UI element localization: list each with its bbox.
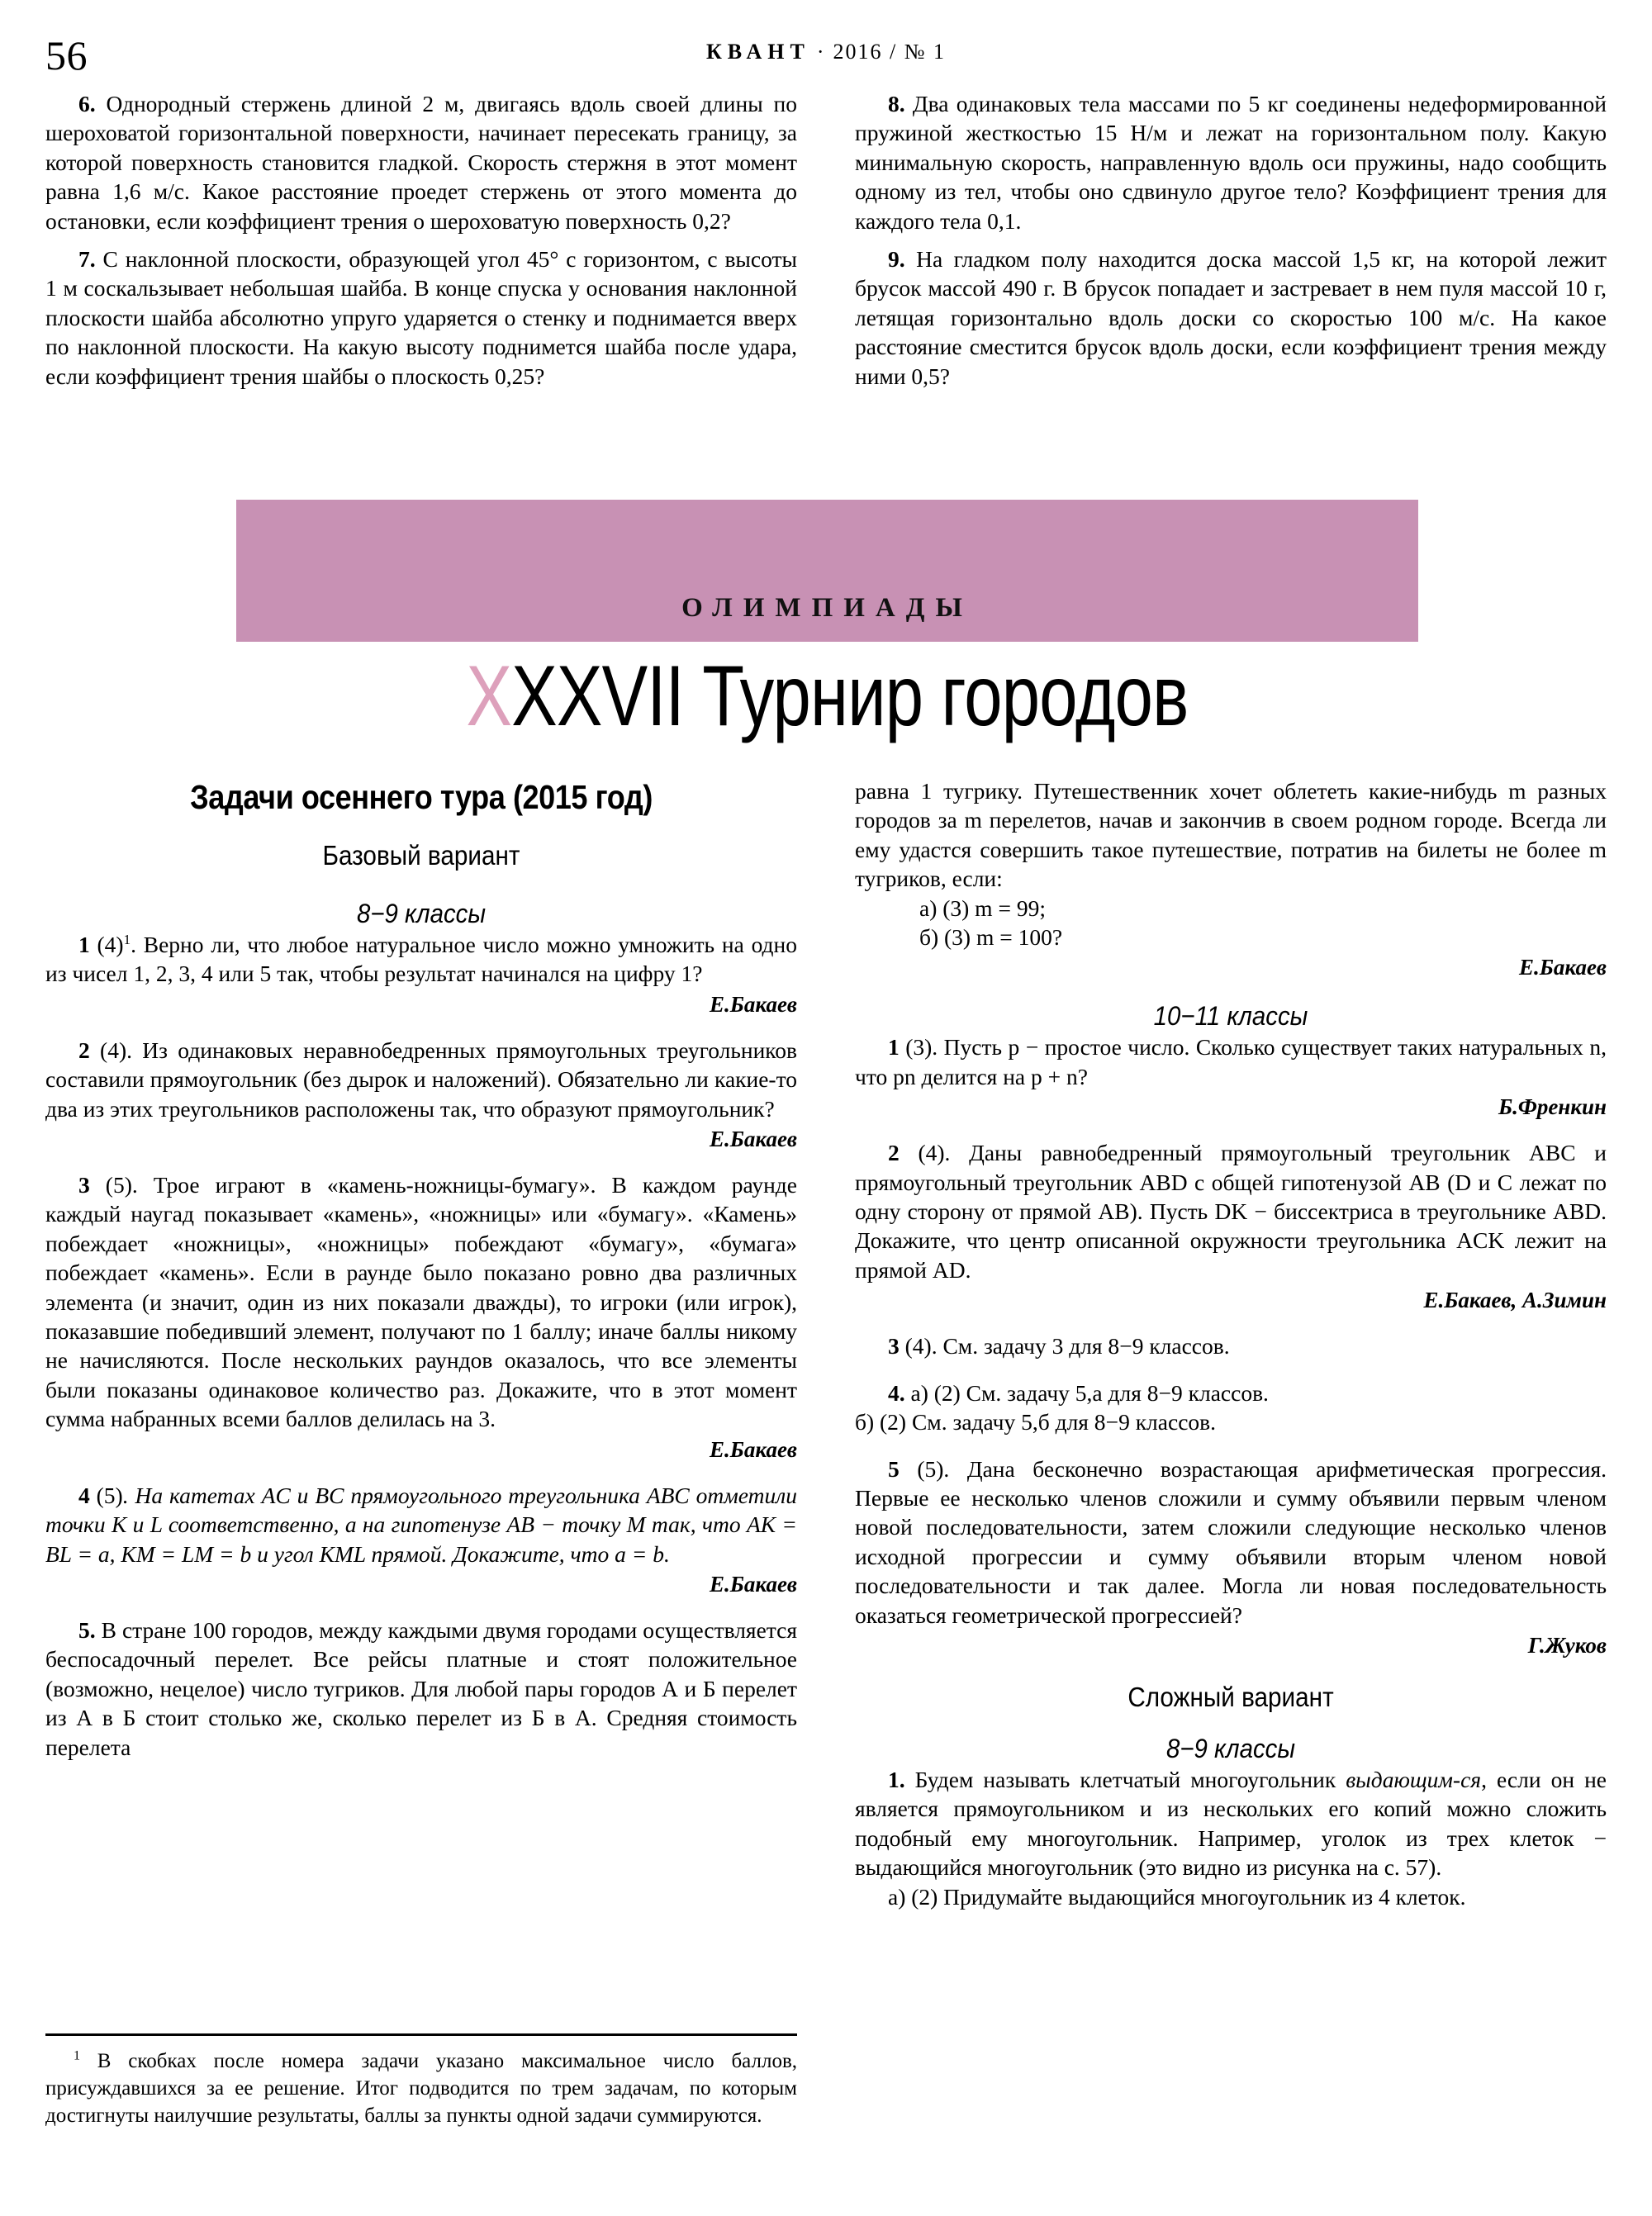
problem-text: . Дана бесконечно возрастающая арифметическая прогрессия. Первые ее несколько членов сложили и сумму объявили первым членом новой последовательности, затем сложили следующие несколько членов исходной прогрессии и сумму объявили вторым членом новой последовательности и так далее. Могла ли новая последовательность оказаться геометрической прогрессией? xyxy=(855,1455,1607,1628)
problem-text: На гладком полу находится доска массой 1,5 кг, на которой лежит брусок массой 490 г. В брусок попадает и застревает в нем пуля массой 10 г, летящая горизонтально вдоль доски со скоростью 100 м/с. На какое расстояние сместится брусок вдоль доски, если коэффициент трения между ними 0,5? xyxy=(855,246,1607,389)
problem-number: 9. xyxy=(888,246,905,273)
problem-number: 5 xyxy=(888,1455,900,1482)
olympiad-banner xyxy=(236,500,1418,642)
problem-5-continuation xyxy=(855,776,1607,894)
problem-text: . Трое играют в «камень-ножницы-бумагу». В каждом раунде каждый наугад показывает «камень», «ножницы» или «бумагу». «Камень» побеждает «ножницы», «ножницы» побеждают «бумагу», «бумага» побеждает «камень». Если в раунде было показано ровно два различных элемента (и значит, один из них показали дважды), то игроки (или игрок), показавшие победивший элемент, получают по 1 баллу; иначе баллы никому не начисляются. После нескольких раундов оказалось, что все элементы были показаны одинаковое количество раз. Докажите, что в этот момент сумма набранных всеми баллов делилась на 3. xyxy=(45,1172,797,1432)
problem-points: (4) xyxy=(899,1140,945,1166)
problem-7 xyxy=(45,244,797,391)
olympiad-problem-5 xyxy=(45,1616,797,1762)
problem-number: 6. xyxy=(78,91,96,116)
problem-points: (5) xyxy=(89,1482,123,1508)
problem-6 xyxy=(45,89,797,235)
footnote-block xyxy=(45,2033,797,2129)
problem-text: . На катетах AC и BC прямоугольного треугольника ABC отметили точки K и L соответственно, а на гипотенузе AB − точку M так, что AK = BL = a, KM = LM = b и угол KML прямой. Докажите, что a = b. xyxy=(45,1482,797,1567)
olympiad-left-column xyxy=(45,776,797,1911)
journal-issue: 2016 / № 1 xyxy=(833,40,947,64)
problem-number: 8. xyxy=(888,91,905,116)
problem-text: . Пусть p − простое число. Сколько существует таких натуральных n, что pn делится на p + n? xyxy=(855,1034,1607,1089)
problem-emphasis-1: выдающим- xyxy=(1346,1766,1461,1792)
olympiad-problem-3 xyxy=(45,1170,797,1434)
olympiad-problem-1 xyxy=(45,930,797,989)
banner-label: ОЛИМПИАДЫ xyxy=(681,593,973,623)
problem-text: Однородный стержень длиной 2 м, двигаясь вдоль своей длины по шероховатой горизонтальной поверхности, начинает пересекать границу, за которой поверхность становится гладкой. Скорость стержня в этот момент равна 1,6 м/с. Какое расстояние проедет стержень от этого момента до остановки, если коэффициент трения о шероховатую поверхность 0,2? xyxy=(45,91,797,234)
variant-hard-heading: Сложный вариант xyxy=(1127,1681,1334,1712)
problem-text-a: Будем называть клетчатый многоугольник xyxy=(904,1766,1346,1792)
problem-number: 5. xyxy=(78,1616,96,1643)
problem-number: 4. xyxy=(888,1379,905,1406)
problem-number: 2 xyxy=(78,1037,90,1063)
problem-author: Е.Бакаев xyxy=(710,1127,797,1152)
footnote-body: В скобках после номера задачи указано максимальное число баллов, присуждавшихся за ее решение. Итог подводится по трем задачам, по которым достигнуты наилучшие результаты, баллы за пункты одной задачи суммируются. xyxy=(45,2050,797,2127)
problem-points: (5) xyxy=(899,1455,944,1482)
olympiad-columns xyxy=(45,776,1607,1911)
problem-author: Б.Френкин xyxy=(1498,1094,1607,1120)
footnote-text xyxy=(45,2048,797,2129)
footnote-rule xyxy=(45,2033,797,2036)
title-rest: XXVII Турнир городов xyxy=(511,648,1189,744)
olympiad-10-11-problem-1 xyxy=(855,1032,1607,1091)
problem-text: . Из одинаковых неравнобедренных прямоугольных треугольников составили прямоугольник (без дырок и наложений). Обязательно ли какие-то два из этих треугольников расположены так, что образуют прямоугольник? xyxy=(45,1037,797,1122)
hard-problem-1-item-a: а) (2) Придумайте выдающийся многоугольник из 4 клеток. xyxy=(888,1883,1466,1910)
olympiad-10-11-problem-4-b: б) (2) См. задачу 5,б для 8−9 классов. xyxy=(855,1409,1217,1435)
problem-text: Два одинаковых тела массами по 5 кг соединены недеформированной пружиной жесткостью 15 Н/м и лежат на горизонтальном полу. Какую минимальную скорость, направленную вдоль оси пружины, надо сообщить одному из тел, чтобы оно сдвинуло другое тело? Коэффициент трения для каждого тела 0,1. xyxy=(855,91,1607,234)
problem-points: (3) xyxy=(899,1034,933,1061)
problem-number: 1 xyxy=(78,932,90,957)
page-number: 56 xyxy=(45,32,88,78)
problem-number: 4 xyxy=(78,1482,90,1508)
problem-points: (4) xyxy=(89,1037,127,1063)
olympiad-banner-block xyxy=(236,500,1418,746)
section-title: Задачи осеннего тура (2015 год) xyxy=(190,778,653,816)
problem-number: 2 xyxy=(888,1140,900,1166)
problem-text: В стране 100 городов, между каждыми двумя городами осуществляется беспосадочный перелет. Все рейсы платные и стоят положительное (возможно, нецелое) число тугриков. Для любой пары городов А и Б перелет из А в Б стоит столько же, сколько перелет из Б в А. Средняя стоимость перелета xyxy=(45,1616,797,1760)
problem-text: . Верно ли, что любое натуральное число можно умножить на одно из чисел 1, 2, 3, 4 или 5 так, чтобы результат начинался на цифру 1? xyxy=(45,932,797,987)
problem-text-b: , если он не является прямоугольником и из нескольких его копий можно сложить подобный ему многоугольник. Например, уголок из трех клеток − выдающийся многоугольник (это видно из рисунка на с. 57). xyxy=(855,1766,1607,1881)
problem-number: 1 xyxy=(888,1034,900,1061)
problem-text: . См. задачу 3 для 8−9 классов. xyxy=(931,1333,1230,1359)
title-pink-x: X xyxy=(466,648,512,744)
olympiad-title xyxy=(354,647,1300,746)
problem-author: Г.Жуков xyxy=(1527,1632,1607,1658)
problem-text: С наклонной плоскости, образующей угол 45° с горизонтом, с высоты 1 м соскальзывает небольшая шайба. В конце спуска у основания наклонной плоскости шайба абсолютно упруго ударяется о стенку и поднимается вверх по наклонной плоскости. На какую высоту поднимется шайба после удара, если коэффициент трения шайбы о плоскость 0,25? xyxy=(45,246,797,389)
olympiad-problem-2 xyxy=(45,1036,797,1123)
problem-number: 3 xyxy=(78,1172,90,1198)
problem-number: 7. xyxy=(78,246,96,273)
problem-5-item-a: а) (3) m = 99; xyxy=(919,894,1046,921)
physics-columns xyxy=(45,89,1607,391)
grade-heading-8-9: 8−9 классы xyxy=(356,899,487,928)
hard-problem-1 xyxy=(855,1765,1607,1882)
problem-points: (5) xyxy=(89,1172,132,1198)
journal-header xyxy=(0,40,1652,64)
problem-author: Е.Бакаев xyxy=(1519,955,1607,980)
problem-8 xyxy=(855,89,1607,235)
problem-number: 3 xyxy=(888,1333,900,1359)
grade-heading-hard-8-9: 8−9 классы xyxy=(1165,1733,1296,1763)
variant-basic-heading: Базовый вариант xyxy=(322,840,520,871)
continuation-text: равна 1 тугрику. Путешественник хочет облететь какие-нибудь m разных городов за m перелетов, начав и закончив в своем родном городе. Всегда ли ему удастся совершить такое путешествие, потратив на билеты не более m тугриков, если: xyxy=(855,778,1607,892)
problem-author: Е.Бакаев, А.Зимин xyxy=(1423,1288,1607,1313)
olympiad-10-11-problem-2 xyxy=(855,1138,1607,1284)
running-head xyxy=(0,31,1652,81)
problem-emphasis-2: ся xyxy=(1460,1766,1482,1792)
olympiad-right-column xyxy=(855,776,1607,1911)
header-separator: · xyxy=(816,40,827,64)
physics-right-column xyxy=(855,89,1607,391)
physics-left-column xyxy=(45,89,797,391)
grade-heading-10-11: 10−11 классы xyxy=(1153,1001,1308,1032)
problem-text: . Даны равнобедренный прямоугольный треугольник ABC и прямоугольный треугольник ABD с общей гипотенузой AB (D и C лежат по одну сторону от прямой AB). Пусть DK − биссектриса в треугольнике ABD. Докажите, что центр описанной окружности треугольника ACK лежит на прямой AD. xyxy=(855,1140,1607,1283)
problem-author: Е.Бакаев xyxy=(710,1436,797,1462)
problem-points: (4) xyxy=(899,1333,932,1359)
olympiad-10-11-problem-3 xyxy=(855,1331,1607,1360)
problem-points: (4) xyxy=(89,932,124,957)
problem-9 xyxy=(855,244,1607,391)
problem-5-item-b: б) (3) m = 100? xyxy=(919,924,1063,951)
olympiad-10-11-problem-5 xyxy=(855,1454,1607,1630)
problem-author: Е.Бакаев xyxy=(710,1571,797,1597)
olympiad-10-11-problem-4 xyxy=(855,1378,1607,1407)
journal-name: КВАНТ xyxy=(705,40,810,64)
problem-author: Е.Бакаев xyxy=(710,991,797,1017)
footnote-marker: 1 xyxy=(74,2048,80,2063)
olympiad-problem-4 xyxy=(45,1481,797,1568)
footnote-reference: 1 xyxy=(123,931,131,947)
problem-number: 1. xyxy=(888,1766,905,1792)
problem-text: а) (2) См. задачу 5,а для 8−9 классов. xyxy=(904,1379,1269,1406)
